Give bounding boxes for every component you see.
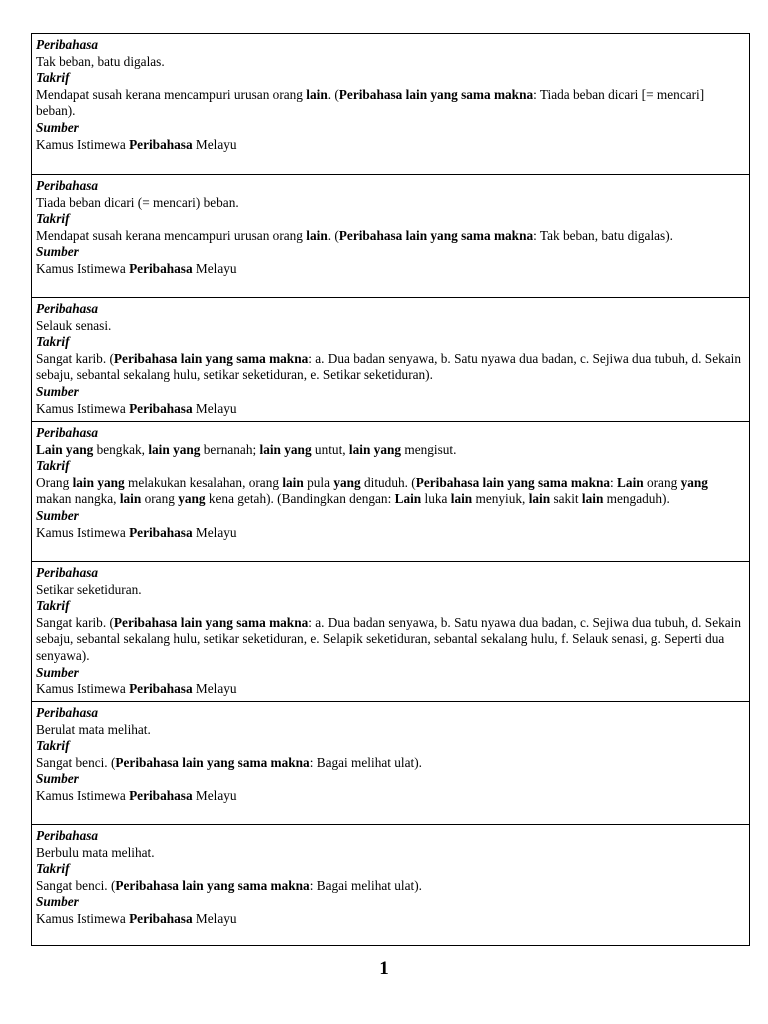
text-segment: : Bagai melihat ulat). [309, 877, 422, 893]
bold-segment: lain yang [259, 441, 312, 457]
text-segment: mengaduh). [603, 491, 670, 507]
text-segment: Mendapat susah kerana mencampuri urusan orang [36, 227, 307, 243]
takrif-text [36, 87, 744, 120]
bold-segment: Lain [394, 491, 422, 507]
peribahasa-text [36, 845, 744, 862]
bold-segment: Peribahasa lain yang sama makna [338, 227, 534, 243]
bold-segment: lain yang [148, 441, 201, 457]
proverb-entry [32, 34, 749, 174]
takrif-label: Takrif [36, 334, 70, 350]
sumber-text [36, 401, 744, 418]
bold-segment: Peribahasa lain yang sama makna [113, 614, 309, 630]
text-segment: Selauk senasi. [36, 317, 112, 333]
text-segment: Orang [36, 474, 73, 490]
text-segment: : a. Dua badan senyawa, b. Satu nyawa dua badan, c. Sejiwa dua tubuh, d. Sekain sebaju, sebantal sekalang hulu, setikar seketiduran, e. Setikar seketiduran). [36, 350, 741, 383]
text-segment: luka [421, 491, 451, 507]
bold-segment: Lain [617, 474, 644, 490]
sumber-label: Sumber [36, 383, 79, 399]
bold-segment: yang [178, 491, 206, 507]
text-segment: Kamus Istimewa [36, 910, 130, 926]
text-segment: orang [643, 474, 681, 490]
bold-segment: lain [282, 474, 304, 490]
takrif-text [36, 351, 744, 384]
peribahasa-text [36, 195, 744, 212]
proverb-entries-table [31, 33, 750, 946]
bold-segment: lain yang [348, 441, 402, 457]
text-segment: dituduh. ( [360, 474, 416, 490]
sumber-text [36, 261, 744, 278]
text-segment: bengkak, [93, 441, 149, 457]
text-segment: Kamus Istimewa [36, 260, 130, 276]
text-segment: Berulat mata melihat. [36, 721, 151, 737]
text-segment: Sangat karib. ( [36, 350, 114, 366]
bold-segment: Peribahasa lain yang sama makna [415, 474, 611, 490]
page-number: 1 [379, 958, 389, 979]
takrif-label: Takrif [36, 738, 70, 754]
peribahasa-text [36, 582, 744, 599]
takrif-text [36, 475, 744, 508]
text-segment: orang [141, 491, 179, 507]
text-segment: Melayu [192, 681, 237, 697]
sumber-label: Sumber [36, 664, 79, 680]
text-segment: untut, [311, 441, 349, 457]
text-segment: : Tiada beban dicari [= mencari] beban). [36, 86, 705, 119]
text-segment: Kamus Istimewa [36, 681, 130, 697]
text-segment: Mendapat susah kerana mencampuri urusan orang [36, 86, 307, 102]
takrif-label: Takrif [36, 861, 70, 877]
bold-segment: Peribahasa lain yang sama makna [338, 86, 534, 102]
peribahasa-label: Peribahasa [36, 565, 99, 580]
sumber-text [36, 137, 744, 154]
bold-segment: lain [306, 86, 328, 102]
peribahasa-label: Peribahasa [36, 37, 99, 52]
sumber-label: Sumber [36, 507, 79, 523]
text-segment: bernanah; [200, 441, 260, 457]
peribahasa-text [36, 722, 744, 739]
text-segment: Berbulu mata melihat. [36, 844, 155, 860]
text-segment: Melayu [192, 260, 237, 276]
takrif-text [36, 878, 744, 895]
text-segment: Sangat karib. ( [36, 614, 114, 630]
text-segment: makan nangka, [36, 491, 120, 507]
bold-segment: Peribahasa [129, 681, 193, 697]
proverb-entry [32, 701, 749, 824]
takrif-text [36, 228, 744, 245]
takrif-label: Takrif [36, 458, 70, 474]
text-segment: Sangat benci. ( [36, 877, 116, 893]
text-segment: Kamus Istimewa [36, 787, 130, 803]
text-segment: Melayu [192, 787, 237, 803]
bold-segment: lain yang [72, 474, 125, 490]
sumber-text [36, 681, 744, 698]
bold-segment: Peribahasa [129, 400, 193, 416]
takrif-text [36, 755, 744, 772]
bold-segment: Peribahasa [129, 787, 193, 803]
text-segment: Kamus Istimewa [36, 400, 130, 416]
sumber-text [36, 525, 744, 542]
text-segment: Setikar seketiduran. [36, 581, 142, 597]
sumber-text [36, 911, 744, 928]
bold-segment: yang [333, 474, 361, 490]
text-segment: : a. Dua badan senyawa, b. Satu nyawa dua badan, c. Sejiwa dua tubuh, d. Sekain sebaju, sebantal sekalang hulu, setikar seketiduran, e. Selapik seketiduran, sebantal sekalang hulu, f. Selauk senasi, g. Seperti dua senyawa). [36, 614, 741, 663]
proverb-entry [32, 297, 749, 421]
sumber-text [36, 788, 744, 805]
bold-segment: Lain yang [36, 441, 94, 457]
text-segment: Melayu [192, 524, 237, 540]
takrif-label: Takrif [36, 70, 70, 86]
takrif-label: Takrif [36, 598, 70, 614]
takrif-label: Takrif [36, 211, 70, 227]
bold-segment: Peribahasa [129, 524, 193, 540]
text-segment: Melayu [192, 136, 237, 152]
bold-segment: Peribahasa [129, 260, 193, 276]
bold-segment: Peribahasa lain yang sama makna [115, 877, 310, 893]
peribahasa-label: Peribahasa [36, 425, 99, 440]
text-segment: Sangat benci. ( [36, 754, 116, 770]
peribahasa-text [36, 318, 744, 335]
peribahasa-label: Peribahasa [36, 301, 99, 316]
text-segment: Melayu [192, 910, 237, 926]
text-segment: kena getah). (Bandingkan dengan: [205, 491, 395, 507]
text-segment: . ( [327, 227, 339, 243]
bold-segment: Peribahasa lain yang sama makna [115, 754, 310, 770]
peribahasa-text [36, 442, 744, 459]
takrif-text [36, 615, 744, 665]
text-segment: : [610, 474, 618, 490]
text-segment: Tiada beban dicari (= mencari) beban. [36, 194, 239, 210]
peribahasa-label: Peribahasa [36, 705, 99, 720]
bold-segment: yang [680, 474, 708, 490]
peribahasa-label: Peribahasa [36, 178, 99, 193]
sumber-label: Sumber [36, 119, 79, 135]
text-segment: Melayu [192, 400, 237, 416]
bold-segment: lain [450, 491, 473, 507]
text-segment: menyiuk, [472, 491, 529, 507]
bold-segment: lain [119, 491, 142, 507]
proverb-entry [32, 561, 749, 701]
bold-segment: Peribahasa [129, 136, 193, 152]
text-segment: Kamus Istimewa [36, 524, 130, 540]
text-segment: melakukan kesalahan, orang [124, 474, 283, 490]
sumber-label: Sumber [36, 244, 79, 260]
text-segment: Tak beban, batu digalas. [36, 53, 165, 69]
proverb-entry [32, 174, 749, 297]
text-segment: : Tak beban, batu digalas). [533, 227, 673, 243]
bold-segment: lain [581, 491, 604, 507]
peribahasa-label: Peribahasa [36, 828, 99, 843]
peribahasa-text [36, 54, 744, 71]
sumber-label: Sumber [36, 894, 79, 910]
text-segment: sakit [550, 491, 582, 507]
text-segment: : Bagai melihat ulat). [309, 754, 422, 770]
text-segment: mengisut. [401, 441, 457, 457]
proverb-entry [32, 824, 749, 946]
text-segment: pula [303, 474, 334, 490]
bold-segment: Peribahasa lain yang sama makna [113, 350, 309, 366]
sumber-label: Sumber [36, 771, 79, 787]
text-segment: . ( [327, 86, 339, 102]
proverb-entry [32, 421, 749, 561]
bold-segment: Peribahasa [129, 910, 193, 926]
text-segment: Kamus Istimewa [36, 136, 130, 152]
bold-segment: lain [306, 227, 328, 243]
bold-segment: lain [528, 491, 551, 507]
